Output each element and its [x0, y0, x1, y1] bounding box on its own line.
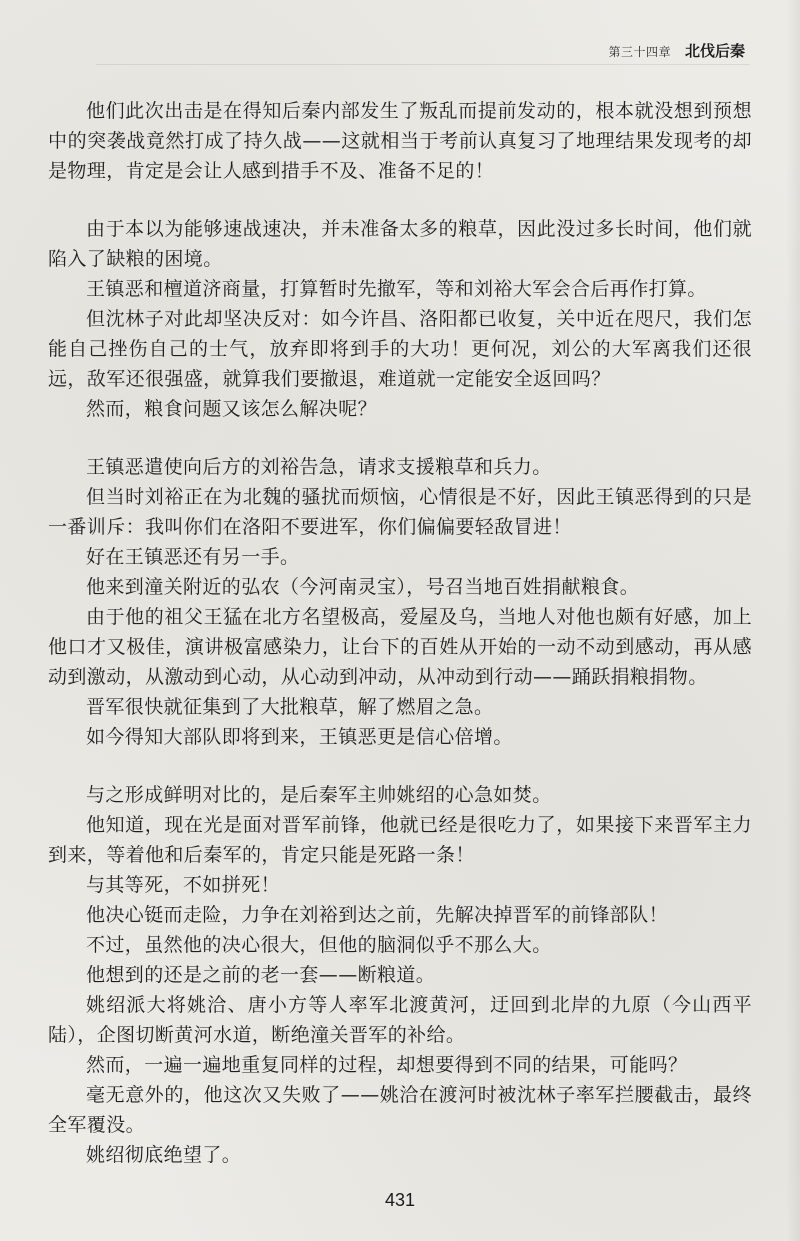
- paragraph: 如今得知大部队即将到来，王镇恶更是信心倍增。: [86, 726, 513, 748]
- paragraph: 他知道，现在光是面对晋军前锋，他就已经是很吃力了，如果接下来晋军主力到来，等着他和后秦军的，肯定只能是死路一条！: [48, 814, 752, 866]
- paragraph: 与之形成鲜明对比的，是后秦军主帅姚绍的心急如焚。: [86, 784, 552, 806]
- paragraph: 他决心铤而走险，力争在刘裕到达之前，先解决掉晋军的前锋部队！: [86, 904, 669, 926]
- paragraph: 他来到潼关附近的弘农（今河南灵宝），号召当地百姓捐献粮食。: [86, 576, 640, 598]
- chapter-number: 第三十四章: [608, 45, 671, 59]
- paragraph: 他们此次出击是在得知后秦内部发生了叛乱而提前发动的，根本就没想到预想中的突袭战竟然打成了持久战——这就相当于考前认真复习了地理结果发现考的却是物理，肯定是会让人感到措手不及、准备不足的！: [48, 100, 752, 182]
- paragraph: 然而，一遍一遍地重复同样的过程，却想要得到不同的结果，可能吗？: [86, 1054, 688, 1076]
- paragraph: 然而，粮食问题又该怎么解决呢？: [86, 398, 378, 420]
- body-text: [48, 96, 752, 1170]
- chapter-title: 北伐后秦: [684, 42, 745, 60]
- paragraph-gap: [48, 186, 752, 214]
- paragraph: 王镇恶遣使向后方的刘裕告急，请求支援粮草和兵力。: [86, 456, 552, 478]
- paragraph: 毫无意外的，他这次又失败了——姚洽在渡河时被沈林子率军拦腰截击，最终全军覆没。: [48, 1084, 752, 1136]
- page-edge-shadow: [786, 0, 800, 1241]
- paragraph: 王镇恶和檀道济商量，打算暂时先撤军，等和刘裕大军会合后再作打算。: [86, 278, 707, 300]
- running-header: [608, 40, 745, 61]
- paragraph: 但沈林子对此却坚决反对：如今许昌、洛阳都已收复，关中近在咫尺，我们怎能自己挫伤自己的士气，放弃即将到手的大功！更何况，刘公的大军离我们还很远，敌军还很强盛，就算我们要撤退，难道就一定能安全返回吗？: [48, 308, 752, 390]
- paragraph: 不过，虽然他的决心很大，但他的脑洞似乎不那么大。: [86, 934, 552, 956]
- paragraph: 姚绍派大将姚洽、唐小方等人率军北渡黄河，迂回到北岸的九原（今山西平陆），企图切断黄河水道，断绝潼关晋军的补给。: [48, 994, 752, 1046]
- paragraph: 与其等死，不如拼死！: [86, 874, 281, 896]
- paragraph: 由于本以为能够速战速决，并未准备太多的粮草，因此没过多长时间，他们就陷入了缺粮的困境。: [48, 218, 752, 270]
- paragraph-gap: [48, 424, 752, 452]
- paragraph: 他想到的还是之前的老一套——断粮道。: [86, 964, 436, 986]
- paragraph: 由于他的祖父王猛在北方名望极高，爱屋及乌，当地人对他也颇有好感，加上他口才又极佳，演讲极富感染力，让台下的百姓从开始的一动不动到感动，再从感动到激动，从激动到心动，从心动到冲动，从冲动到行动——踊跃捐粮捐物。: [48, 606, 752, 688]
- page-number: 431: [384, 1190, 416, 1210]
- paragraph: 但当时刘裕正在为北魏的骚扰而烦恼，心情很是不好，因此王镇恶得到的只是一番训斥：我叫你们在洛阳不要进军，你们偏偏要轻敌冒进！: [48, 486, 752, 538]
- header-rule: [96, 64, 750, 65]
- paragraph: 晋军很快就征集到了大批粮草，解了燃眉之急。: [86, 696, 494, 718]
- paragraph-gap: [48, 752, 752, 780]
- paragraph: 好在王镇恶还有另一手。: [86, 546, 300, 568]
- paragraph: 姚绍彻底绝望了。: [86, 1144, 242, 1166]
